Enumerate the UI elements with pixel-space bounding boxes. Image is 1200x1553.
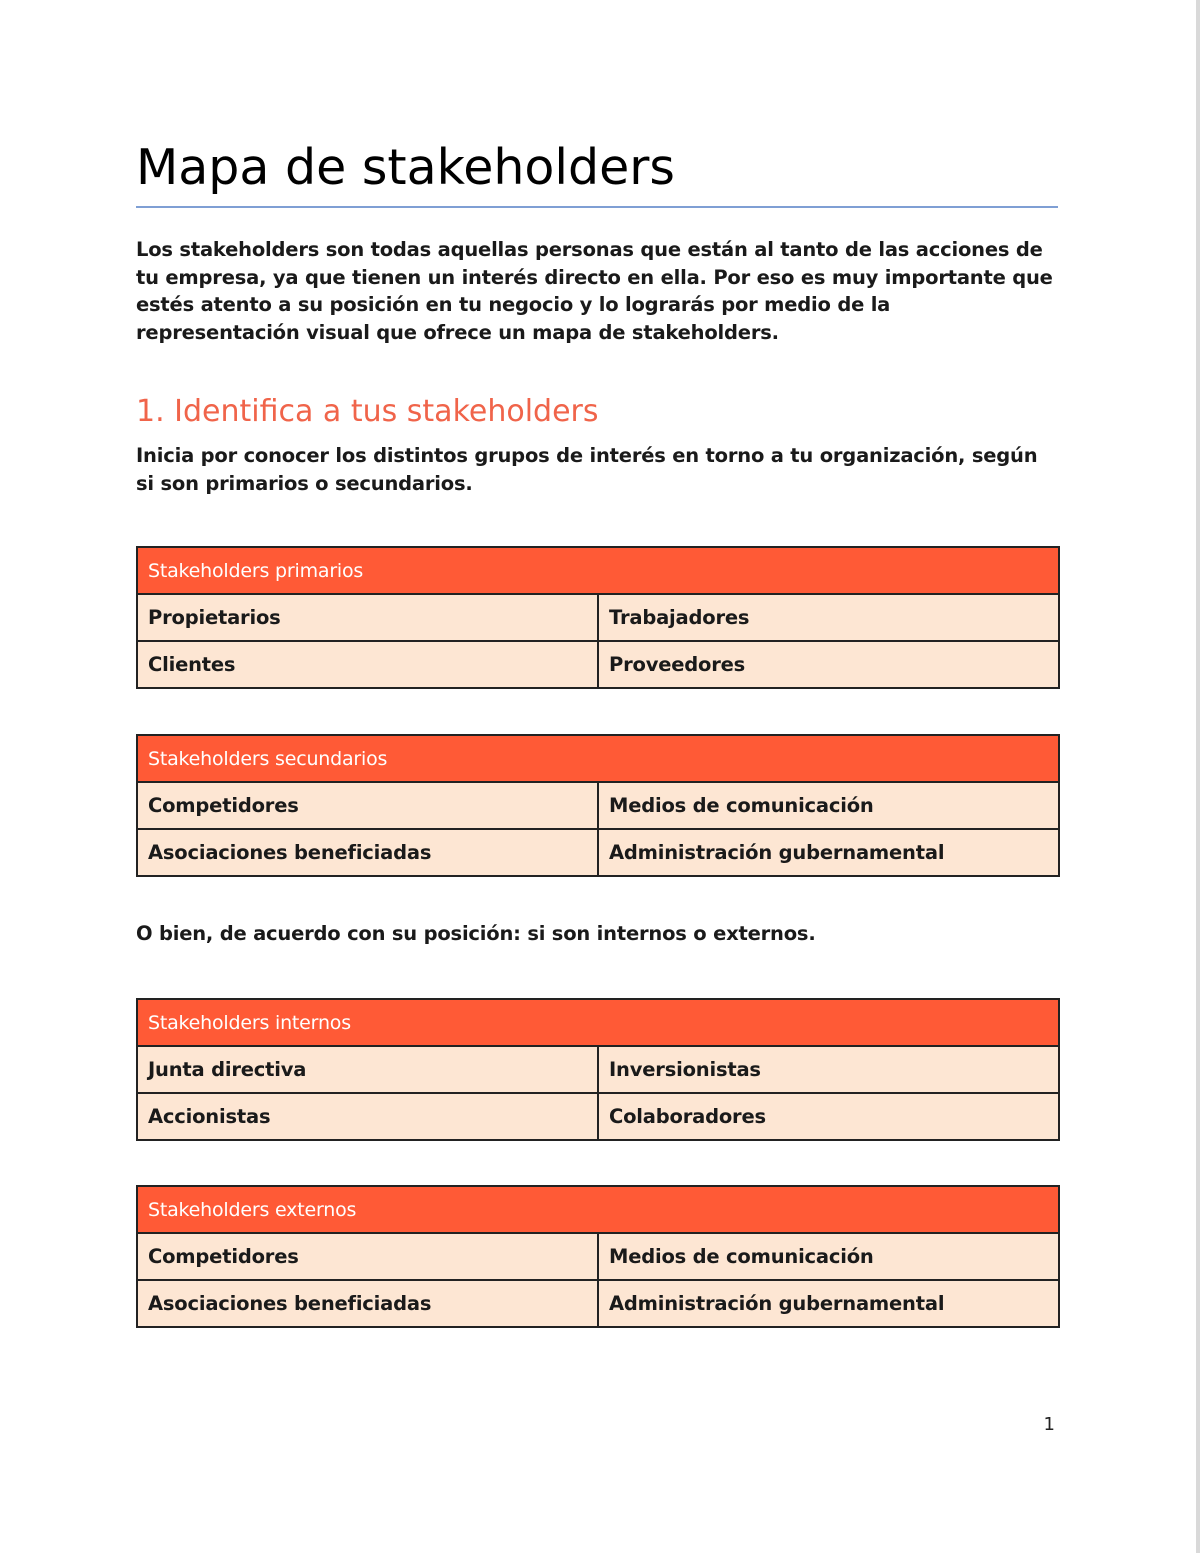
title-divider [136,206,1058,208]
table-cell: Proveedores [598,641,1059,688]
table-row [137,1093,1059,1140]
table-row [137,829,1059,876]
page-edge [1196,0,1200,1553]
table-stakeholders-primarios [136,546,1060,689]
table-row [137,641,1059,688]
table-cell: Administración gubernamental [598,829,1059,876]
table-cell: Trabajadores [598,594,1059,641]
table-header: Stakeholders primarios [137,547,1059,594]
position-paragraph: O bien, de acuerdo con su posición: si son internos o externos. [136,922,816,945]
table-header: Stakeholders internos [137,999,1059,1046]
table-header: Stakeholders externos [137,1186,1059,1233]
table-row [137,594,1059,641]
table-row [137,1233,1059,1280]
table-stakeholders-secundarios [136,734,1060,877]
section-heading: 1. Identifica a tus stakeholders [136,394,599,429]
table-cell: Propietarios [137,594,598,641]
table-cell: Medios de comunicación [598,1233,1059,1280]
table-cell: Competidores [137,1233,598,1280]
table-row [137,1046,1059,1093]
table-cell: Competidores [137,782,598,829]
table-row [137,1280,1059,1327]
table-cell: Asociaciones beneficiadas [137,829,598,876]
table-cell: Administración gubernamental [598,1280,1059,1327]
table-cell: Junta directiva [137,1046,598,1093]
table-header-row [137,1186,1059,1233]
table-header: Stakeholders secundarios [137,735,1059,782]
table-cell: Medios de comunicación [598,782,1059,829]
page-title: Mapa de stakeholders [136,139,675,196]
table-cell: Accionistas [137,1093,598,1140]
table-stakeholders-externos [136,1185,1060,1328]
table-cell: Inversionistas [598,1046,1059,1093]
table-cell: Asociaciones beneficiadas [137,1280,598,1327]
table-header-row [137,547,1059,594]
table-stakeholders-internos [136,998,1060,1141]
intro-paragraph: Los stakeholders son todas aquellas personas que están al tanto de las acciones de tu empresa, ya que tienen un interés directo en ella. Por eso es muy importante que estés atento a su posición en tu negocio y lo lograrás por medio de la representación visual que ofrece un mapa de stakeholders. [136,238,1053,344]
table-cell: Colaboradores [598,1093,1059,1140]
table-cell: Clientes [137,641,598,688]
table-row [137,782,1059,829]
table-header-row [137,999,1059,1046]
page-number: 1 [1043,1414,1055,1435]
table-header-row [137,735,1059,782]
section-lead-paragraph: Inicia por conocer los distintos grupos de interés en torno a tu organización, según si son primarios o secundarios. [136,444,1038,495]
